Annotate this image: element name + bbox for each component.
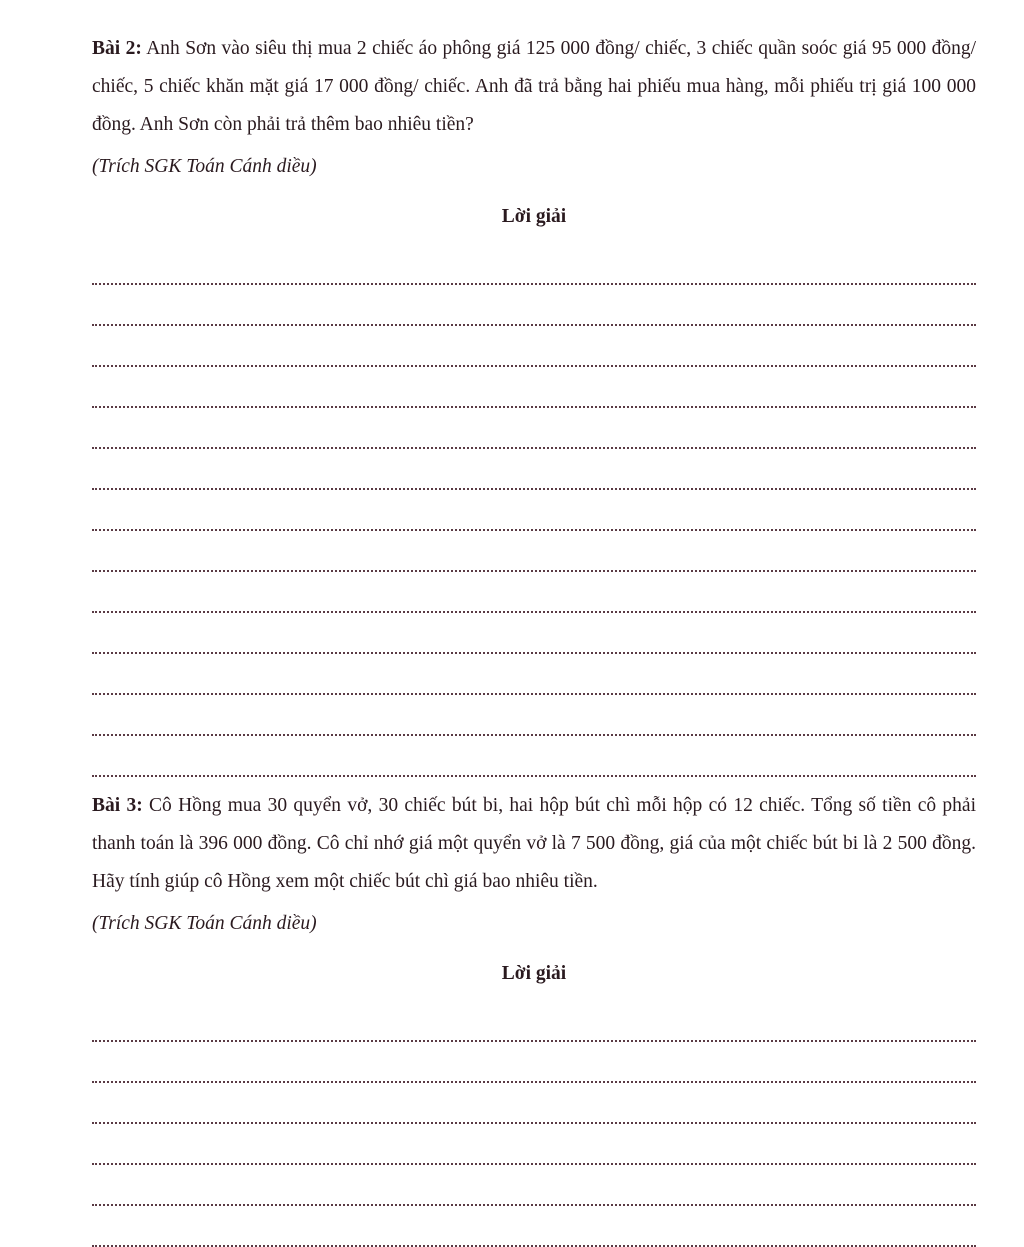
answer-line bbox=[92, 1124, 976, 1165]
problem-3-label: Bài 3: bbox=[92, 795, 143, 816]
answer-line bbox=[92, 1083, 976, 1124]
problem-2-answer-lines bbox=[92, 244, 976, 777]
answer-line bbox=[92, 244, 976, 285]
answer-line bbox=[92, 449, 976, 490]
problem-2-label: Bài 2: bbox=[92, 38, 142, 59]
answer-line bbox=[92, 1206, 976, 1247]
answer-line bbox=[92, 613, 976, 654]
problem-3-body: Cô Hồng mua 30 quyển vở, 30 chiếc bút bi, hai hộp bút chì mỗi hộp có 12 chiếc. Tổng số tiền cô phải thanh toán là 396 000 đồng. Cô chỉ nhớ giá một quyển vở là 7 500 đồng, giá của một chiếc bút bi là 2 500 đồng. Hãy tính giúp cô Hồng xem một chiếc bút chì giá bao nhiêu tiền. bbox=[92, 795, 977, 892]
answer-line bbox=[92, 1165, 976, 1206]
answer-line bbox=[92, 326, 976, 367]
answer-line bbox=[92, 531, 976, 572]
answer-line bbox=[92, 572, 976, 613]
worksheet-page bbox=[92, 30, 976, 1247]
answer-line bbox=[92, 367, 976, 408]
problem-3-answer-lines bbox=[92, 1001, 976, 1247]
answer-line bbox=[92, 654, 976, 695]
problem-3-solution-title: Lời giải bbox=[501, 963, 567, 984]
problem-2 bbox=[92, 30, 976, 777]
answer-line bbox=[92, 408, 976, 449]
answer-line bbox=[92, 736, 976, 777]
problem-3-text bbox=[92, 787, 976, 901]
answer-line bbox=[92, 695, 976, 736]
answer-line bbox=[92, 1001, 976, 1042]
answer-line bbox=[92, 490, 976, 531]
answer-line bbox=[92, 1042, 976, 1083]
answer-line bbox=[92, 285, 976, 326]
problem-2-solution-title: Lời giải bbox=[501, 206, 567, 227]
problem-3 bbox=[92, 787, 976, 1247]
problem-3-source: (Trích SGK Toán Cánh diều) bbox=[92, 913, 317, 934]
problem-2-text bbox=[92, 30, 976, 144]
problem-2-source: (Trích SGK Toán Cánh diều) bbox=[92, 156, 317, 177]
problem-2-body: Anh Sơn vào siêu thị mua 2 chiếc áo phông giá 125 000 đồng/ chiếc, 3 chiếc quần soóc giá 95 000 đồng/ chiếc, 5 chiếc khăn mặt giá 17 000 đồng/ chiếc. Anh đã trả bằng hai phiếu mua hàng, mỗi phiếu trị giá 100 000 đồng. Anh Sơn còn phải trả thêm bao nhiêu tiền? bbox=[92, 38, 976, 135]
